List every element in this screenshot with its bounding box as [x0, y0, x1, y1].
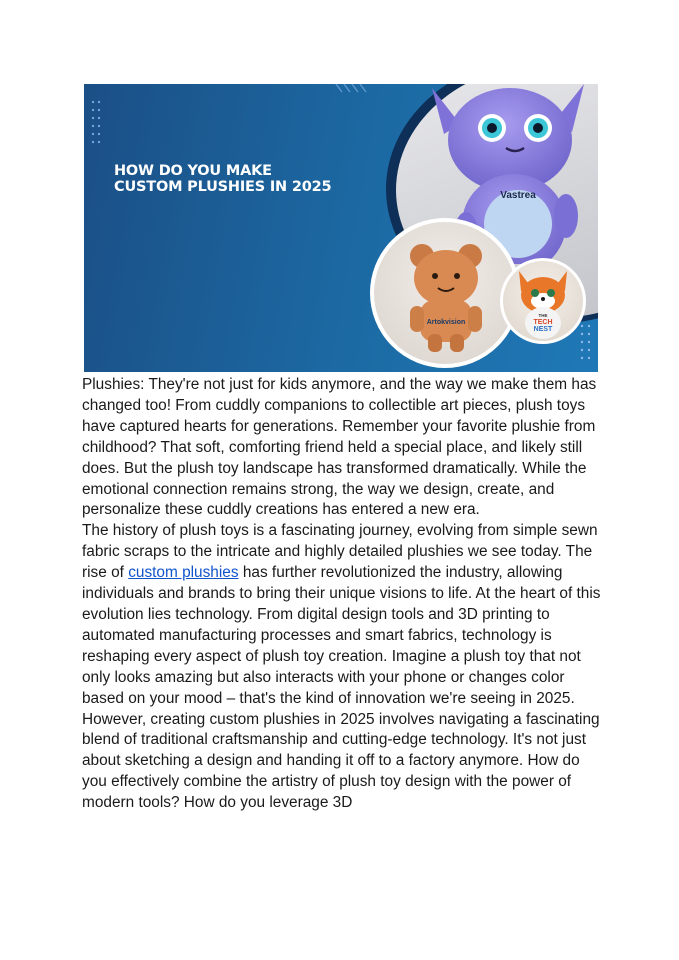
banner-title-line1: HOW DO YOU MAKE — [114, 163, 272, 179]
banner-title-line2: CUSTOM PLUSHIES IN 2025 — [114, 179, 332, 195]
fox-label-line2: TECH — [533, 319, 553, 326]
bear-plush-circle — [370, 218, 520, 368]
paragraph-history — [82, 521, 602, 709]
paragraph-history-text-2: has further revolutionized the industry, allowing individuals and brands to bring their unique visions to life. At the heart of this evolution lies technology. From digital design tools and 3D printing to automated manufacturing processes and smart fabrics, technology is reshaping every aspect of plush toy creation. Imagine a plush toy that not only looks amazing but also interacts with your phone or changes color based on your mood – that's the kind of innovation we're seeing in 2025. — [82, 564, 601, 707]
dot-pattern-left — [90, 98, 104, 150]
fox-plush-circle — [500, 258, 586, 344]
stripe-pattern-top — [334, 84, 374, 94]
fox-label-line1: THE — [538, 313, 548, 318]
paragraph-history-text-1: The history of plush toys is a fascinating journey, evolving from simple sewn fabric scraps to the intricate and highly detailed plushies we see today. The rise of — [82, 522, 598, 582]
paragraph-intro: Plushies: They're not just for kids anymore, and the way we make them has changed too! From cuddly companions to collectible art pieces, plush toys have captured hearts for generations. Remember your favorite plushie from childhood? That soft, comforting friend held a special place, and likely still does. But the plush toy landscape has transformed dramatically. While the emotional connection remains strong, the way we design, create, and personalize these cuddly creations has entered a new era. — [82, 376, 597, 519]
fox-label-line3: NEST — [533, 326, 553, 333]
article-body — [82, 375, 602, 814]
paragraph-however: However, creating custom plushies in 2025 involves navigating a fascinating blend of traditional craftsmanship and cutting-edge technology. It's not just about sketching a design and handing it off to a factory anymore. How do you effectively combine the artistry of plush toy design with the power of modern tools? How do you leverage 3D — [82, 710, 600, 812]
custom-plushies-link[interactable]: custom plushies — [128, 564, 239, 582]
banner-title — [114, 163, 331, 195]
purple-plush-label: Vastrea — [500, 190, 536, 201]
dot-pattern-right — [578, 322, 594, 366]
hero-banner — [84, 84, 598, 372]
fox-plush-image — [503, 261, 583, 341]
bear-plush-image — [374, 222, 516, 364]
bear-plush-label: Artokvision — [426, 319, 466, 326]
